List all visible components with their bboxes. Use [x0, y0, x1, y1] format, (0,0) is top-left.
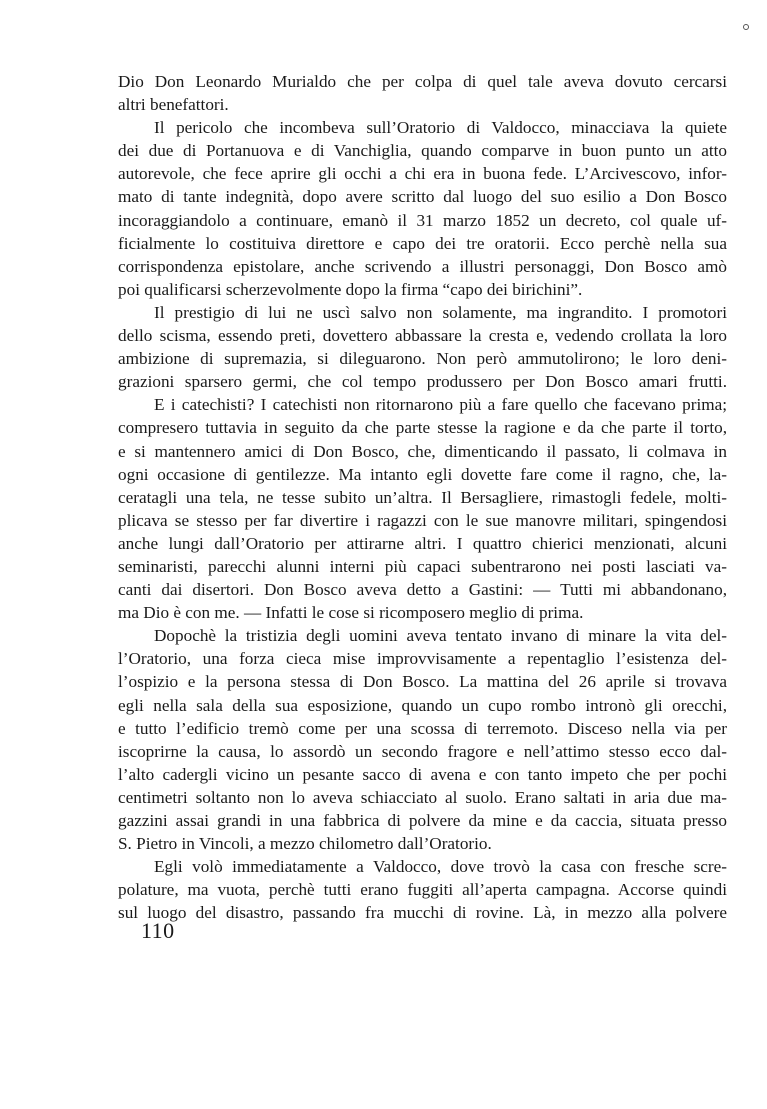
text-line: polature, ma vuota, perchè tutti erano fuggiti all’aperta campagna. Accorse quindi — [118, 880, 727, 900]
text-line: ambizione di supremazia, si dileguarono. Non però ammutolirono; le loro deni- — [118, 349, 727, 369]
paragraph — [118, 624, 727, 855]
text-line: e si mantennero amici di Don Bosco, che, dimenticando il passato, li colmava in — [118, 441, 727, 461]
text-line: l’alto cadergli vicino un pesante sacco di avena e con tanto impeto che per pochi — [118, 764, 727, 784]
text-line: dello scisma, essendo preti, dovettero abbassare la cresta e, vedendo crollata la loro — [118, 326, 727, 346]
text-line: ceratagli una tela, ne tesse subito un’altra. Il Bersagliere, rimastogli fedele, molti- — [118, 487, 727, 507]
text-line: centimetri soltanto non lo aveva schiacciato al suolo. Erano saltati in aria due ma- — [118, 787, 727, 807]
paragraph — [118, 70, 727, 116]
text-line: canti dai disertori. Don Bosco aveva detto a Gastini: — Tutti mi abbandonano, — [118, 580, 727, 600]
text-line: ficialmente lo costituiva direttore e capo dei tre oratorii. Ecco perchè nella sua — [118, 233, 727, 253]
text-line: autorevole, che fece aprire gli occhi a chi era in buona fede. L’Arcivescovo, infor- — [118, 164, 727, 184]
text-line: Dio Don Leonardo Murialdo che per colpa di quel tale aveva dovuto cercarsi — [118, 72, 727, 91]
text-line: l’Oratorio, una forza cieca mise improvvisamente a repentaglio l’esistenza del- — [118, 649, 727, 669]
text-line: Dopochè la tristizia degli uomini aveva tentato invano di minare la vita del- — [154, 626, 727, 646]
text-line: plicava se stesso per far divertire i ragazzi con le sue manovre militari, spingendosi — [118, 510, 727, 530]
text-line: iscoprirne la causa, lo assordò un secondo fragore e nell’attimo stesso ecco dal- — [118, 741, 727, 761]
text-line: egli nella sala della sua esposizione, quando un cupo rombo intronò gli orecchi, — [118, 695, 727, 715]
text-line: l’ospizio e la persona stessa di Don Bosco. La mattina del 26 aprile si trovava — [118, 672, 727, 692]
text-line: compresero tuttavia in seguito da che parte stesse la ragione e da che parte il torto, — [118, 418, 727, 438]
paragraph — [118, 116, 727, 301]
body-text — [118, 70, 727, 924]
text-line: E i catechisti? I catechisti non ritornarono più a fare quello che facevano prima; — [154, 395, 727, 415]
text-line: seminaristi, parecchi alunni interni più capaci subentrarono nei posti lasciati va- — [118, 556, 727, 576]
text-line: gazzini assai grandi in una fabbrica di polvere da mine e da caccia, situata presso — [118, 811, 727, 830]
text-line: altri benefattori. — [118, 95, 229, 115]
text-line: Egli volò immediatamente a Valdocco, dove trovò la casa con fresche scre- — [154, 857, 727, 877]
text-line: ogni occasione di gentilezze. Ma intanto egli dovette fare come il ragno, che, la- — [118, 464, 727, 484]
text-line: S. Pietro in Vincoli, a mezzo chilometro dall’Oratorio. — [118, 834, 492, 854]
text-line: poi qualificarsi scherzevolmente dopo la firma “capo dei birichini”. — [118, 279, 583, 299]
text-line: incoraggiandolo a continuare, emanò il 31 marzo 1852 un decreto, col quale uf- — [118, 210, 727, 230]
text-line: ma Dio è con me. — Infatti le cose si ricomposero meglio di prima. — [118, 603, 584, 623]
paragraph — [118, 301, 727, 393]
text-line: Il prestigio di lui ne uscì salvo non solamente, ma ingrandito. I promotori — [154, 302, 727, 322]
paragraph — [118, 855, 727, 924]
scan-mark-icon — [743, 24, 749, 30]
text-line: e tutto l’edificio tremò come per una scossa di terremoto. Disceso nella via per — [118, 718, 727, 738]
text-line: Il pericolo che incombeva sull’Oratorio di Valdocco, minacciava la quiete — [154, 118, 727, 138]
text-line: grazioni sparsero germi, che col tempo produssero per Don Bosco amari frutti. — [118, 372, 727, 392]
text-line: sul luogo del disastro, passando fra mucchi di rovine. Là, in mezzo alla polvere — [118, 903, 727, 923]
text-line: corrispondenza epistolare, anche scrivendo a illustri personaggi, Don Bosco amò — [118, 256, 727, 276]
paragraph — [118, 393, 727, 624]
text-line: anche lungi dall’Oratorio per attirarne altri. I quattro chierici menzionati, alcuni — [118, 533, 727, 553]
text-line: mato di tante indegnità, dopo avere scritto dal luogo del suo esilio a Don Bosco — [118, 187, 727, 207]
text-line: dei due di Portanuova e di Vanchiglia, quando comparve in buon punto un atto — [118, 141, 727, 161]
page-number: 110 — [141, 918, 175, 943]
